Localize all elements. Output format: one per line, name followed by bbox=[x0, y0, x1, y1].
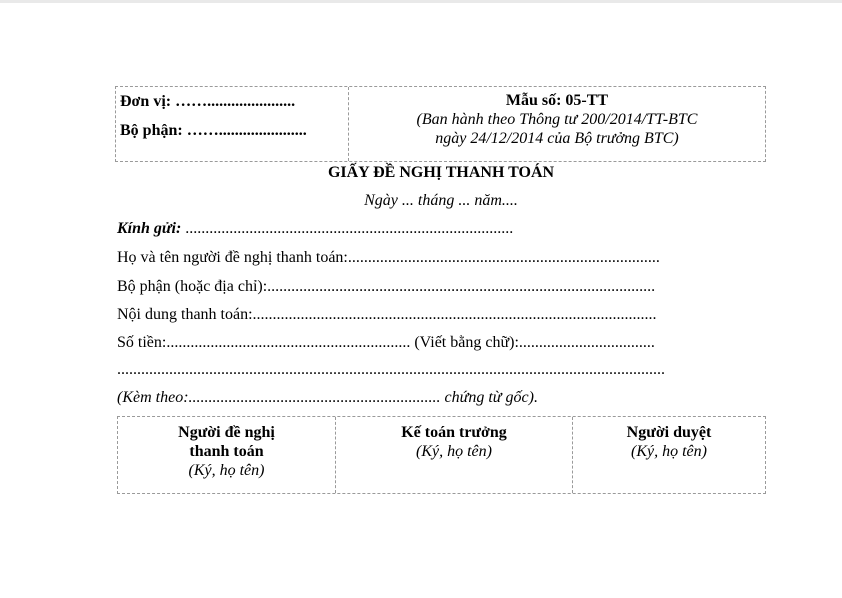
kinh-gui-dots: .................................................................................. bbox=[181, 220, 514, 237]
requester-name-line: Họ và tên người đề nghị thanh toán:.............................................................................. bbox=[117, 249, 660, 266]
signature-approver-note: (Ký, họ tên) bbox=[631, 443, 707, 460]
signature-chief-accountant-note: (Ký, họ tên) bbox=[416, 443, 492, 460]
signature-approver bbox=[573, 423, 765, 461]
signature-table bbox=[117, 416, 766, 494]
amount-line: Số tiền:............................................................. (Viết bằng chữ):.................................. bbox=[117, 334, 655, 351]
payment-content-line: Nội dung thanh toán:..................................................................................................... bbox=[117, 306, 657, 323]
attachments-line: (Kèm theo:............................................................... chứng từ gốc). bbox=[117, 389, 538, 406]
top-border-line bbox=[0, 0, 842, 3]
signature-requester-title-1: Người đề nghị bbox=[178, 424, 275, 441]
document-title: GIẤY ĐỀ NGHỊ THANH TOÁN bbox=[327, 164, 555, 181]
date-line: Ngày ... tháng ... năm.... bbox=[364, 192, 518, 209]
bo-phan-label: Bộ phận: ……...................... bbox=[120, 122, 307, 139]
blank-dotted-line: ......................................................................................................................................... bbox=[117, 361, 665, 378]
signature-approver-title: Người duyệt bbox=[626, 424, 712, 441]
kinh-gui-label: Kính gửi: bbox=[117, 220, 182, 237]
issued-by-line-2: ngày 24/12/2014 của Bộ trưởng BTC) bbox=[435, 130, 679, 147]
signature-chief-accountant bbox=[336, 423, 572, 461]
kinh-gui-line bbox=[117, 220, 513, 238]
signature-requester-title-2: thanh toán bbox=[189, 443, 264, 460]
issued-by-line-1: (Ban hành theo Thông tư 200/2014/TT-BTC bbox=[416, 111, 698, 128]
header-box bbox=[115, 86, 766, 162]
form-number: Mẫu số: 05-TT bbox=[505, 92, 609, 109]
signature-requester bbox=[118, 423, 335, 480]
form-number-block bbox=[349, 91, 765, 148]
signature-requester-note: (Ký, họ tên) bbox=[188, 462, 265, 479]
don-vi-label: Đơn vị: ……...................... bbox=[120, 93, 296, 110]
signature-chief-accountant-title: Kế toán trưởng bbox=[401, 424, 507, 441]
department-line: Bộ phận (hoặc địa chỉ):................................................................................................. bbox=[117, 278, 656, 295]
